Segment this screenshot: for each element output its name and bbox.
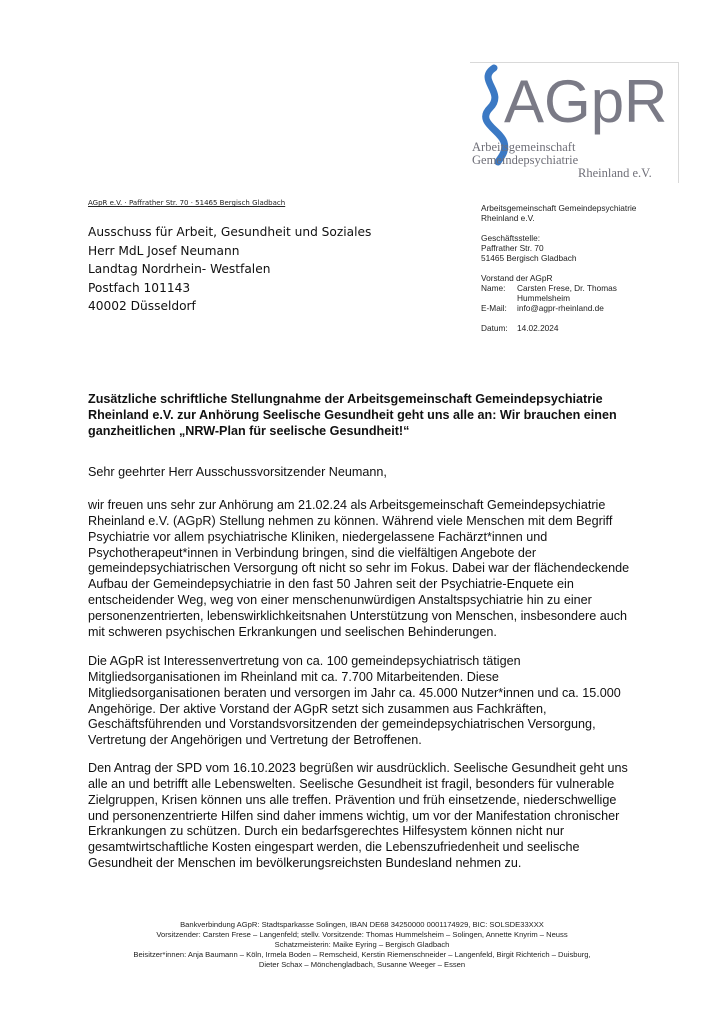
- salutation: Sehr geehrter Herr Ausschussvorsitzender Neumann,: [88, 465, 387, 479]
- paragraph-line: gesamtwirtschaftliche Kosten eingespart werden, die Lebenszufriedenheit und seelische: [88, 840, 580, 855]
- paragraph-line: Zielgruppen, Krisen können uns alle treffen. Prävention und früh einsetzende, niederschwellige: [88, 792, 617, 807]
- logo-line-1: Arbeitsgemeinschaft: [472, 140, 576, 154]
- paragraph-line: gemeindepsychiatrischen Versorgung oft nicht so sehr im Fokus. Dabei war der flächendeckende: [88, 561, 630, 576]
- letterhead-info: [481, 203, 636, 333]
- paragraph-line: entscheidender Weg, weg von einer menschenunwürdigen Anstaltspsychiatrie hin zu einer: [88, 593, 592, 608]
- email-key: E-Mail:: [481, 303, 507, 313]
- logo-line-2: Gemeindepsychiatrie: [472, 153, 579, 167]
- subject-line: ganzheitlichen „NRW-Plan für seelische Gesundheit!“: [88, 424, 410, 438]
- paragraph-line: Mitgliedsorganisationen im Rheinland mit ca. 7.700 Mitarbeitenden. Diese: [88, 669, 499, 684]
- recipient-address: [88, 223, 371, 316]
- footer-line: Bankverbindung AGpR: Stadtsparkasse Solingen, IBAN DE68 34250000 0001174929, BIC: SOLSDE33XXX: [180, 920, 544, 929]
- email-row: [481, 303, 636, 313]
- letter-footer: [60, 920, 664, 970]
- paragraph-line: Erkrankungen zu schützen. Durch ein bedarfsgerechtes Hilfesystem können nicht nur: [88, 824, 565, 839]
- name-value-continued: Hummelsheim: [517, 293, 571, 303]
- footer-line: Vorsitzender: Carsten Frese – Langenfeld; stellv. Vorsitzende: Thomas Hummelsheim – Solingen, Annette Knyrim – Neuss: [156, 930, 568, 939]
- recipient-line: Landtag Nordrhein- Westfalen: [88, 262, 271, 276]
- paragraph-line: Die AGpR ist Interessenvertretung von ca. 100 gemeindepsychiatrisch tätigen: [88, 654, 521, 668]
- logo-wordmark: AGpR: [504, 68, 668, 135]
- paragraph-line: Gesundheit der Menschen im bevölkerungsreichsten Bundesland nehmen zu.: [88, 856, 522, 871]
- subject-line: Rheinland e.V. zur Anhörung Seelische Gesundheit geht uns alle an: Wir brauchen einen: [88, 408, 617, 422]
- paragraph-1: [88, 498, 658, 641]
- org-name-line-2: Rheinland e.V.: [481, 213, 535, 223]
- name-key: Name:: [481, 283, 506, 293]
- paragraph-line: mit schweren psychischen Erkrankungen und seelischen Behinderungen.: [88, 624, 497, 639]
- recipient-line: Postfach 101143: [88, 280, 191, 295]
- footer-line: Schatzmeisterin: Maike Eyring – Bergisch Gladbach: [274, 940, 450, 949]
- board-label: Vorstand der AGpR: [481, 273, 553, 283]
- office-street: Paffrather Str. 70: [481, 243, 544, 253]
- name-value: Carsten Frese, Dr. Thomas: [517, 283, 617, 293]
- org-name-line-1: Arbeitsgemeinschaft Gemeindepsychiatrie: [481, 203, 637, 213]
- recipient-line: Herr MdL Josef Neumann: [88, 243, 240, 258]
- footer-line: Beisitzer*innen: Anja Baumann – Köln, Irmela Boden – Remscheid, Kerstin Riemenschneider – Langenfeld, Birgit Richterich – Duisburg,: [133, 950, 591, 959]
- paragraph-line: alle an und betrifft alle Lebenswelten. Seelische Gesundheit ist fragil, besonders für vulnerable: [88, 776, 615, 791]
- office-city: 51465 Bergisch Gladbach: [481, 253, 577, 263]
- paragraph-line: Angehörige. Der aktive Vorstand der AGpR setzt sich zusammen aus Fachkräften,: [88, 701, 547, 716]
- recipient-line: Ausschuss für Arbeit, Gesundheit und Soziales: [88, 225, 372, 239]
- paragraph-line: Vertretung der Angehörigen und Vertretung der Betroffenen.: [88, 733, 422, 748]
- date-key: Datum:: [481, 323, 508, 333]
- agpr-logo: [470, 62, 680, 184]
- paragraph-line: Den Antrag der SPD vom 16.10.2023 begrüßen wir ausdrücklich. Seelische Gesundheit geht uns: [88, 761, 628, 775]
- email-value: info@agpr-rheinland.de: [517, 303, 604, 313]
- paragraph-2: [88, 654, 658, 749]
- paragraph-line: Mitgliedsorganisationen beraten und versorgen im Jahr ca. 45.000 Nutzer*innen und ca. 15.000: [88, 685, 621, 700]
- logo-line-3: Rheinland e.V.: [578, 166, 652, 180]
- recipient-line: 40002 Düsseldorf: [88, 299, 196, 313]
- date-row: [481, 323, 636, 333]
- paragraph-line: Geschäftsführenden und Vorstandsvorsitzenden der gemeindepsychiatrischen Versorgung,: [88, 717, 596, 732]
- letter-subject: [88, 391, 648, 439]
- footer-line: Dieter Schax – Mönchengladbach, Susanne Weeger – Essen: [258, 960, 466, 969]
- paragraph-3: [88, 761, 658, 872]
- paragraph-line: Aufbau der Gemeindepsychiatrie in den fast 50 Jahren seit der Psychiatrie-Enquete ein: [88, 577, 574, 592]
- board-name-row: [481, 283, 636, 293]
- date-value: 14.02.2024: [517, 323, 559, 333]
- office-label: Geschäftsstelle:: [481, 233, 541, 243]
- paragraph-line: personenzentrierten, lebenswirklichkeitsnahen Unterstützung von Menschen, insbesondere auch: [88, 608, 628, 623]
- sender-return-address: AGpR e.V. · Paffrather Str. 70 · 51465 Bergisch Gladbach: [88, 199, 286, 207]
- subject-line: Zusätzliche schriftliche Stellungnahme der Arbeitsgemeinschaft Gemeindepsychiatrie: [88, 392, 603, 406]
- paragraph-line: und personenzentrierte Hilfen sind daher immens wichtig, um vor der Manifestation chronischer: [88, 808, 620, 823]
- paragraph-line: Psychiatrie vor allem psychiatrische Kliniken, niedergelassene Fachärzt*innen und: [88, 529, 548, 544]
- paragraph-line: wir freuen uns sehr zur Anhörung am 21.02.24 als Arbeitsgemeinschaft Gemeindepsychiatrie: [88, 498, 606, 512]
- paragraph-line: Rheinland e.V. (AGpR) Stellung nehmen zu können. Während viele Menschen mit dem Begriff: [88, 513, 613, 528]
- paragraph-line: Psychotherapeut*innen in Verbindung bringen, sind die vielfältigen Angebote der: [88, 545, 537, 560]
